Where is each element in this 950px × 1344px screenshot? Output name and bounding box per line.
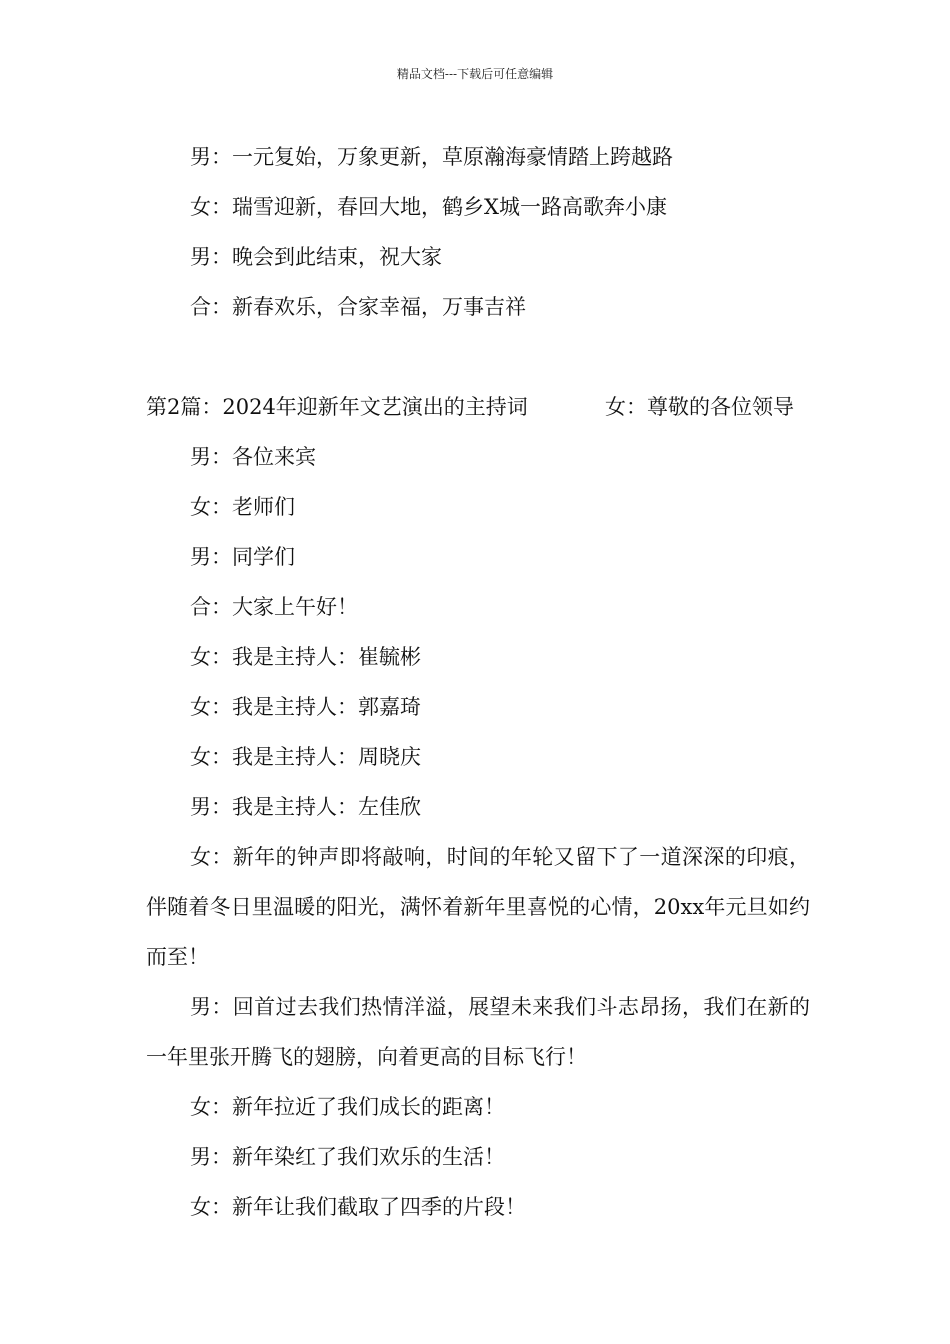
dialogue-line: 女：新年拉近了我们成长的距离！ [190, 1095, 505, 1119]
dialogue-line: 合：新春欢乐，合家幸福，万事吉祥 [190, 295, 526, 319]
dialogue-line: 女：尊敬的各位领导 [605, 395, 794, 419]
dialogue-line: 合：大家上午好！ [190, 595, 358, 619]
page-header: 精品文档---下载后可任意编辑 [396, 67, 554, 81]
dialogue-line: 女：我是主持人：周晓庆 [190, 745, 421, 769]
dialogue-line: 男：我是主持人：左佳欣 [190, 795, 421, 819]
section-title: 第2篇：2024年迎新年文艺演出的主持词 [146, 395, 528, 419]
section-gap [146, 332, 810, 382]
document-body [146, 132, 810, 1232]
dialogue-line: 女：瑞雪迎新，春回大地，鹤乡X城一路高歌奔小康 [190, 195, 667, 219]
dialogue-line: 男：各位来宾 [190, 445, 316, 469]
dialogue-line: 女：我是主持人：郭嘉琦 [190, 695, 421, 719]
dialogue-line: 女：我是主持人：崔毓彬 [190, 645, 421, 669]
dialogue-line: 男：一元复始，万象更新，草原瀚海豪情踏上跨越路 [190, 145, 673, 169]
dialogue-line: 女：新年让我们截取了四季的片段！ [190, 1195, 526, 1219]
dialogue-line: 男：新年染红了我们欢乐的生活！ [190, 1145, 505, 1169]
dialogue-line: 男：同学们 [190, 545, 295, 569]
dialogue-line: 男：晚会到此结束，祝大家 [190, 245, 442, 269]
dialogue-paragraph: 女：新年的钟声即将敲响，时间的年轮又留下了一道深深的印痕，伴随着冬日里温暖的阳光，满怀着新年里喜悦的心情，20xx年元旦如约而至！ [146, 845, 810, 969]
dialogue-line: 女：老师们 [190, 495, 295, 519]
dialogue-paragraph: 男：回首过去我们热情洋溢，展望未来我们斗志昂扬，我们在新的一年里张开腾飞的翅膀，向着更高的目标飞行！ [146, 995, 810, 1069]
section-heading [146, 382, 810, 432]
